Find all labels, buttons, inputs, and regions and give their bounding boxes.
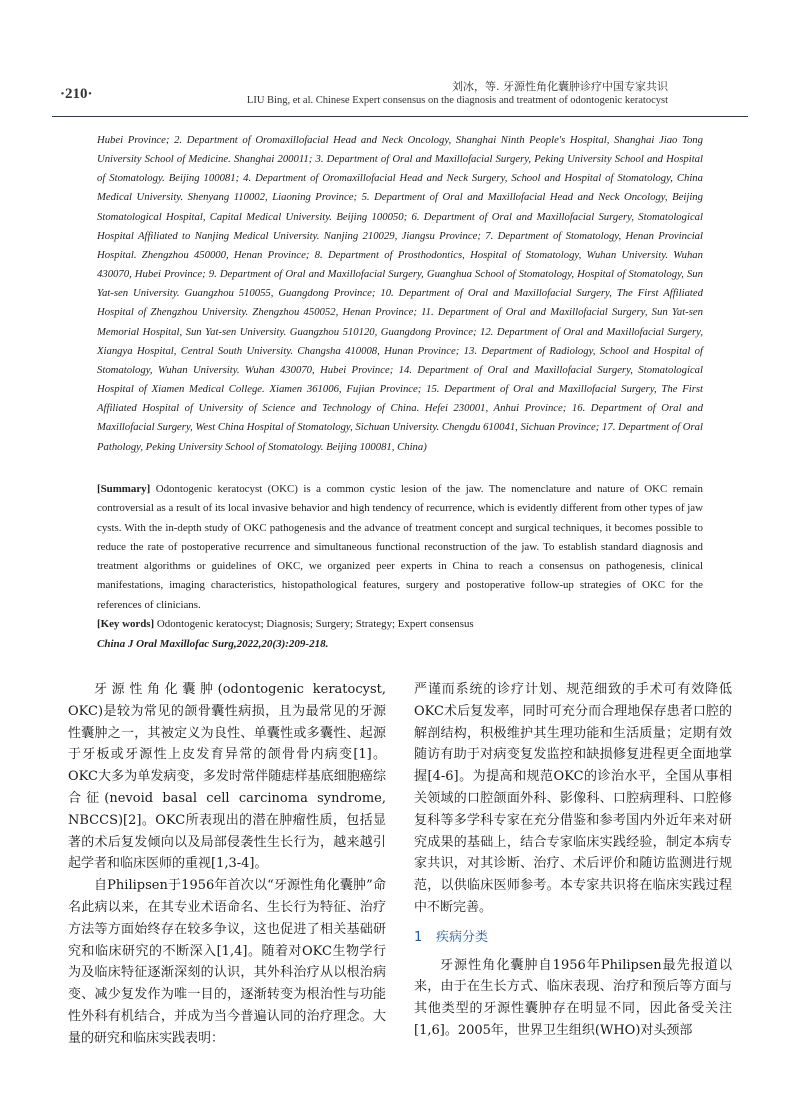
running-header	[52, 68, 748, 118]
body-paragraph: 牙源性角化囊肿自1956年Philipsen最先报道以来，由于在生长方式、临床表现、治疗和预后等方面与其他类型的牙源性囊肿存在明显不同，因此备受关注[1,6]。2005年，世界卫生组织(WHO)对头颈部	[414, 957, 732, 1038]
section-number: 1	[414, 929, 423, 945]
abstract-summary	[97, 480, 703, 615]
running-title-english: LIU Bing, et al. Chinese Expert consensus on the diagnosis and treatment of odontogenic keratocyst	[246, 95, 668, 106]
keywords-text: Odontogenic keratocyst; Diagnosis; Surgery; Strategy; Expert consensus	[154, 618, 474, 630]
header-divider	[52, 116, 748, 117]
section-heading	[414, 927, 732, 949]
body-left-column	[68, 679, 386, 1050]
summary-text: Odontogenic keratocyst (OKC) is a common cystic lesion of the jaw. The nomenclature and nature of OKC remain controversial as a result of its local invasive behavior and high tendency of recurrence, which is evidently different from other types of jaw cysts. With the in-depth study of OKC pathogenesis and the advance of treatment concept and surgical techniques, it becomes possible to reduce the rate of postoperative recurrence and simultaneous functional reconstruction of the jaw. To establish standard diagnosis and treatment algorithms or guidelines of OKC, we organized peer experts in China to reach a consensus on pathogenesis, clinical manifestations, imaging characteristics, histopathological features, surgery and postoperative follow-up strategies of OKC for the references of clinicians.	[97, 483, 703, 611]
running-title-chinese: 刘冰，等. 牙源性角化囊肿诊疗中国专家共识	[452, 80, 668, 93]
page-number: ·210·	[60, 86, 93, 102]
body-right-column	[414, 679, 732, 1042]
author-affiliations: Hubei Province; 2. Department of Oromaxillofacial Head and Neck Oncology, Shanghai Ninth People's Hospital, Shanghai Jiao Tong University School of Medicine. Shanghai 200011; 3. Department of Oral and Maxillofacial Surgery, Peking University School and Hospital of Stomatology. Beijing 100081; 4. Department of Oromaxillofacial Head and Neck Surgery, School and Hospital of Stomatology, China Medical University. Shenyang 110002, Liaoning Province; 5. Department of Oral and Maxillofacial Head and Neck Oncology, Beijing Stomatological Hospital, Capital Medical University. Beijing 100050; 6. Department of Oral and Maxillofacial Surgery, Stomatological Hospital Affiliated to Nanjing Medical University. Nanjing 210029, Jiangsu Province; 7. Department of Stomatology, Henan Provincial Hospital. Zhengzhou 450000, Henan Province; 8. Department of Prosthodontics, Hospital of Stomatology, Wuhan University. Wuhan 430070, Hubei Province; 9. Department of Oral and Maxillofacial Surgery, Guanghua School of Stomatology, Hospital of Stomatology, Sun Yat-sen University. Guangzhou 510055, Guangdong Province; 10. Department of Oral and Maxillofacial Surgery, The First Affiliated Hospital of Zhengzhou University. Zhengzhou 450052, Henan Province; 11. Department of Oral and Maxillofacial Surgery, Sun Yat-sen Memorial Hospital, Sun Yat-sen University. Guangzhou 510120, Guangdong Province; 12. Department of Oral and Maxillofacial Surgery, Xiangya Hospital, Central South University. Changsha 410008, Hunan Province; 13. Department of Radiology, School and Hospital of Stomatology, Wuhan University. Wuhan 430070, Hubei Province; 14. Department of Oral and Maxillofacial Surgery, Stomatological Hospital of Xiamen Medical College. Xiamen 361006, Fujian Province; 15. Department of Oral and Maxillofacial Surgery, The First Affiliated Hospital of University of Science and Technology of China. Hefei 230001, Anhui Province; 16. Department of Oral and Maxillofacial Surgery, West China Hospital of Stomatology, Sichuan University. Chengdu 610041, Sichuan Province; 17. Department of Oral Pathology, Peking University School of Stomatology. Beijing 100081, China)	[97, 134, 703, 453]
body-paragraph: 自Philipsen于1956年首次以“牙源性角化囊肿”命名此病以来，在其专业术语命名、生长行为特征、治疗方法等方面始终存在较多争议，这也促进了相关基础研究和临床研究的不断深入[1,4]。随着对OKC生物学行为及临床特征逐渐深刻的认识，其外科治疗从以根治病变、减少复发作为唯一目的，逐渐转变为根治性与功能性外科有机结合，并成为当今普遍认同的治疗理念。大量的研究和临床实践表明：	[68, 878, 386, 1046]
section-title: 疾病分类	[436, 929, 489, 945]
journal-citation: China J Oral Maxillofac Surg,2022,20(3):209-218.	[97, 638, 329, 650]
summary-label: [Summary]	[97, 483, 151, 495]
body-paragraph: 严谨而系统的诊疗计划、规范细致的手术可有效降低OKC术后复发率，同时可充分而合理地保存患者口腔的解剖结构，积极维护其生理功能和生活质量；定期有效随访有助于对病变复发监控和缺损修复进程更全面地掌握[4-6]。为提高和规范OKC的诊治水平，全国从事相关领域的口腔颌面外科、影像科、口腔病理科、口腔修复科等多学科专家在充分借鉴和参考国内外近年来对研究成果的基础上，结合专家临床实践经验，制定本病专家共识，对其诊断、治疗、术后评价和随访监测进行规范，以供临床医师参考。本专家共识将在临床实践过程中不断完善。	[414, 682, 732, 915]
body-paragraph: 牙源性角化囊肿(odontogenic keratocyst, OKC)是较为常见的颌骨囊性病损，且为最常见的牙源性囊肿之一，其被定义为良性、单囊性或多囊性、起源于牙板或牙源性上皮发育异常的颌骨骨内病变[1]。OKC大多为单发病变，多发时常伴随痣样基底细胞癌综合征(nevoid basal cell carcinoma syndrome, NBCCS)[2]。OKC所表现出的潜在肿瘤性质，包括显著的术后复发倾向以及局部侵袭性生长行为，越来越引起学者和临床医师的重视[1,3-4]。	[68, 682, 386, 872]
keywords	[97, 615, 703, 634]
keywords-label: [Key words]	[97, 618, 155, 630]
